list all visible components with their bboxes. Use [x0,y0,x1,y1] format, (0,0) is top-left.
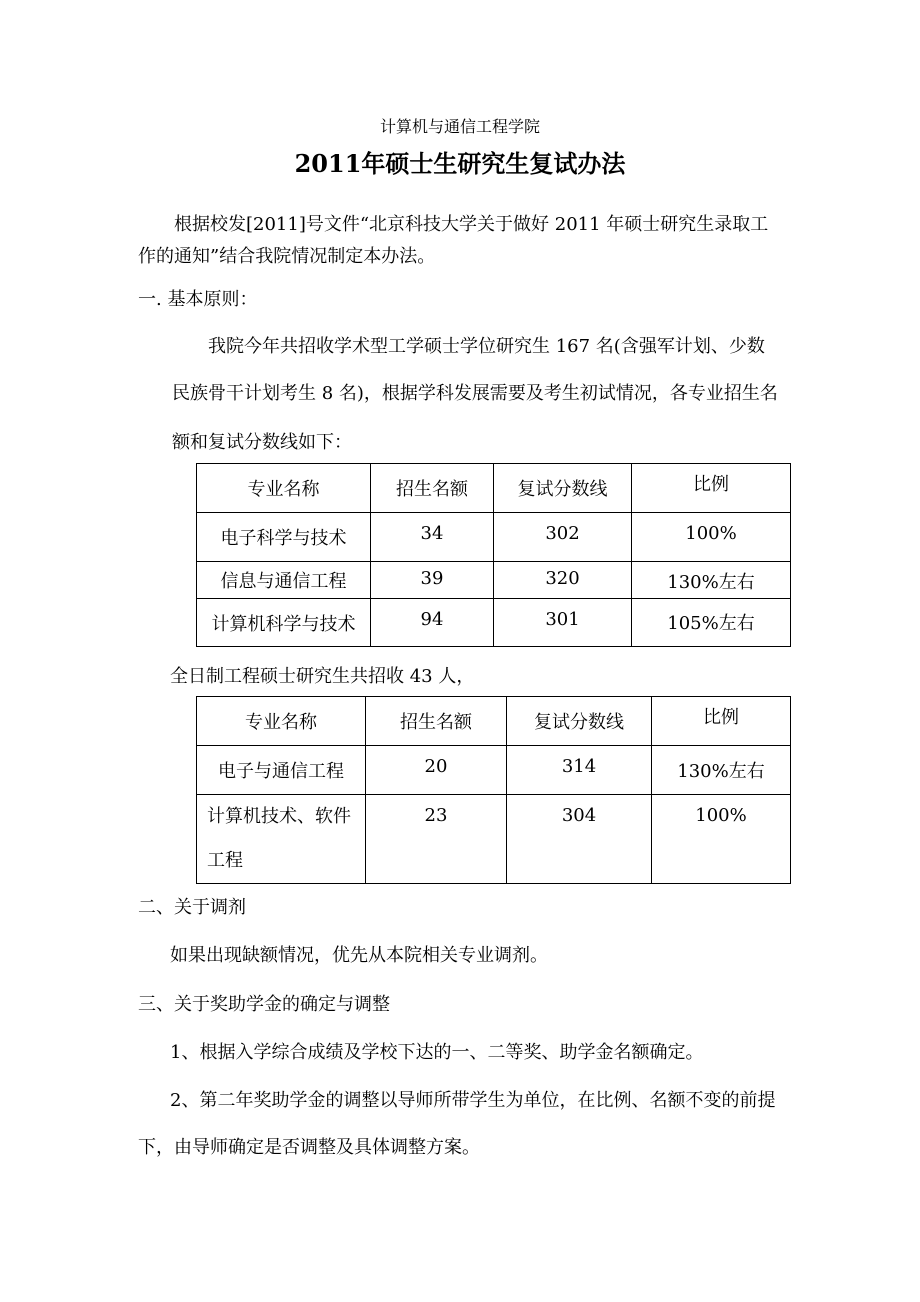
col-cutoff: 复试分数线 [494,464,632,513]
table-row [197,562,791,599]
ratio-value: 105%左右 [632,599,791,647]
cutoff-value: 320 [494,562,632,599]
section3-item-2-line-2: 下，由导师确定是否调整及具体调整方案。 [138,1137,480,1158]
major-name: 电子与通信工程 [197,746,366,795]
col-major: 专业名称 [197,697,366,746]
col-quota: 招生名额 [371,464,494,513]
section3-heading: 三、关于奖助学金的确定与调整 [138,994,390,1015]
col-ratio: 比例 [652,697,791,746]
cutoff-value: 304 [507,795,652,884]
quota-value: 23 [366,795,507,884]
table-row [197,746,791,795]
section1-para-line-3: 额和复试分数线如下： [172,432,352,453]
ratio-value: 130%左右 [652,746,791,795]
intro-line-2: 作的通知”结合我院情况制定本办法。 [138,246,436,267]
major-name: 电子科学与技术 [197,513,371,562]
table-row [197,795,791,884]
cutoff-value: 314 [507,746,652,795]
quota-value: 34 [371,513,494,562]
table-header-row [197,697,791,746]
academic-quota-table [196,463,791,647]
cutoff-value: 301 [494,599,632,647]
college-header: 计算机与通信工程学院 [379,117,540,136]
quota-value: 39 [371,562,494,599]
col-major: 专业名称 [197,464,371,513]
col-cutoff: 复试分数线 [507,697,652,746]
table-row [197,513,791,562]
professional-quota-table [196,696,791,884]
major-name: 计算机技术、软件 [207,806,351,827]
cutoff-value: 302 [494,513,632,562]
ratio-value: 100% [632,513,791,562]
major-name: 信息与通信工程 [197,562,371,599]
document-title: 2011年硕士生研究生复试办法 [294,149,626,178]
ratio-value: 130%左右 [632,562,791,599]
col-ratio: 比例 [632,464,791,513]
section1-para-line-2: 民族骨干计划考生 8 名)，根据学科发展需要及考生初试情况，各专业招生名 [172,383,778,404]
section1-heading: 一. 基本原则： [138,289,258,310]
section1-para-line-1: 我院今年共招收学术型工学硕士学位研究生 167 名(含强军计划、少数 [208,336,765,357]
table-header-row [197,464,791,513]
major-name-cell [197,795,366,884]
section3-item-1: 1、根据入学综合成绩及学校下达的一、二等奖、助学金名额确定。 [170,1042,704,1063]
major-name-continued: 工程 [207,850,243,871]
section2-heading: 二、关于调剂 [138,897,246,918]
fulltime-summary: 全日制工程硕士研究生共招收 43 人， [170,666,475,687]
quota-value: 94 [371,599,494,647]
section3-item-2-line-1: 2、第二年奖助学金的调整以导师所带学生为单位，在比例、名额不变的前提 [170,1090,776,1111]
intro-line-1: 根据校发[2011]号文件“北京科技大学关于做好 2011 年硕士研究生录取工 [174,214,769,235]
col-quota: 招生名额 [366,697,507,746]
major-name: 计算机科学与技术 [197,599,371,647]
table-row [197,599,791,647]
section2-para: 如果出现缺额情况，优先从本院相关专业调剂。 [170,945,548,966]
ratio-value: 100% [652,795,791,884]
quota-value: 20 [366,746,507,795]
